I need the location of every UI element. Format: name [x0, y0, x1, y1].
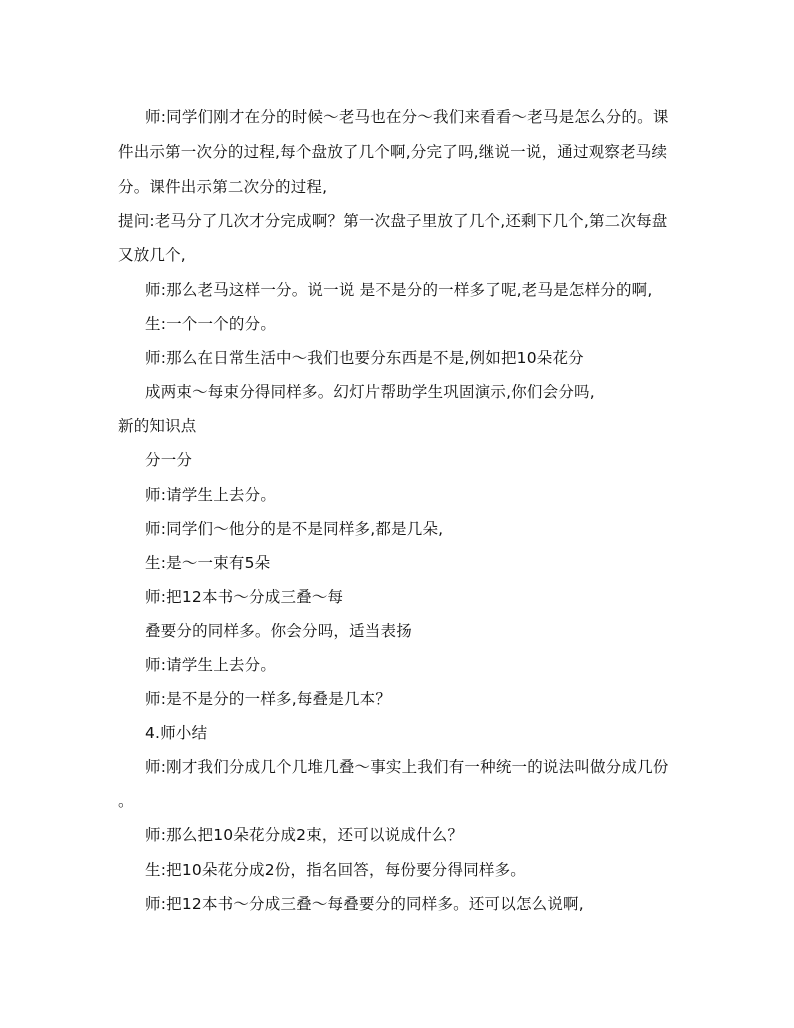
text-line: 师:刚才我们分成几个几堆几叠～事实上我们有一种统一的说法叫做分成几份 — [145, 758, 669, 776]
text-line: 师:那么老马这样一分。说一说 是不是分的一样多了呢,老马是怎样分的啊, — [145, 281, 653, 299]
text-line: 件出示第一次分的过程,每个盘放了几个啊,分完了吗,继说一说，通过观察老马续 — [118, 143, 668, 161]
text-line: 师:把12本书～分成三叠～每叠要分的同样多。还可以怎么说啊, — [145, 895, 584, 913]
text-line: 师:同学们刚才在分的时候～老马也在分～我们来看看～老马是怎么分的。课 — [145, 108, 669, 126]
text-line: 生:把10朵花分成2份，指名回答，每份要分得同样多。 — [145, 861, 527, 879]
text-line: 分。课件出示第二次分的过程, — [118, 178, 328, 196]
text-line: 提问:老马分了几次才分完成啊？第一次盘子里放了几个,还剩下几个,第二次每盘 — [118, 212, 668, 230]
section-heading: 4.师小结 — [145, 724, 208, 742]
section-heading: 分一分 — [145, 451, 193, 469]
text-line: 。 — [118, 792, 134, 810]
text-line: 又放几个, — [118, 246, 186, 264]
text-line: 师:那么在日常生活中～我们也要分东西是不是,例如把10朵花分 — [145, 349, 584, 367]
text-line: 生:是～一束有5朵 — [145, 554, 271, 572]
text-line: 师:请学生上去分。 — [145, 486, 277, 504]
text-line: 师:把12本书～分成三叠～每 — [145, 588, 344, 606]
text-line: 师:那么把10朵花分成2束，还可以说成什么？ — [145, 826, 464, 844]
text-line: 叠要分的同样多。你会分吗，适当表扬 — [145, 622, 412, 640]
section-heading: 新的知识点 — [118, 417, 197, 435]
text-line: 师:请学生上去分。 — [145, 656, 277, 674]
text-line: 师:是不是分的一样多,每叠是几本？ — [145, 690, 392, 708]
text-line: 生:一个一个的分。 — [145, 315, 277, 333]
text-line: 师:同学们～他分的是不是同样多,都是几朵, — [145, 520, 444, 538]
text-line: 成两束～每束分得同样多。幻灯片帮助学生巩固演示,你们会分吗, — [145, 383, 595, 401]
